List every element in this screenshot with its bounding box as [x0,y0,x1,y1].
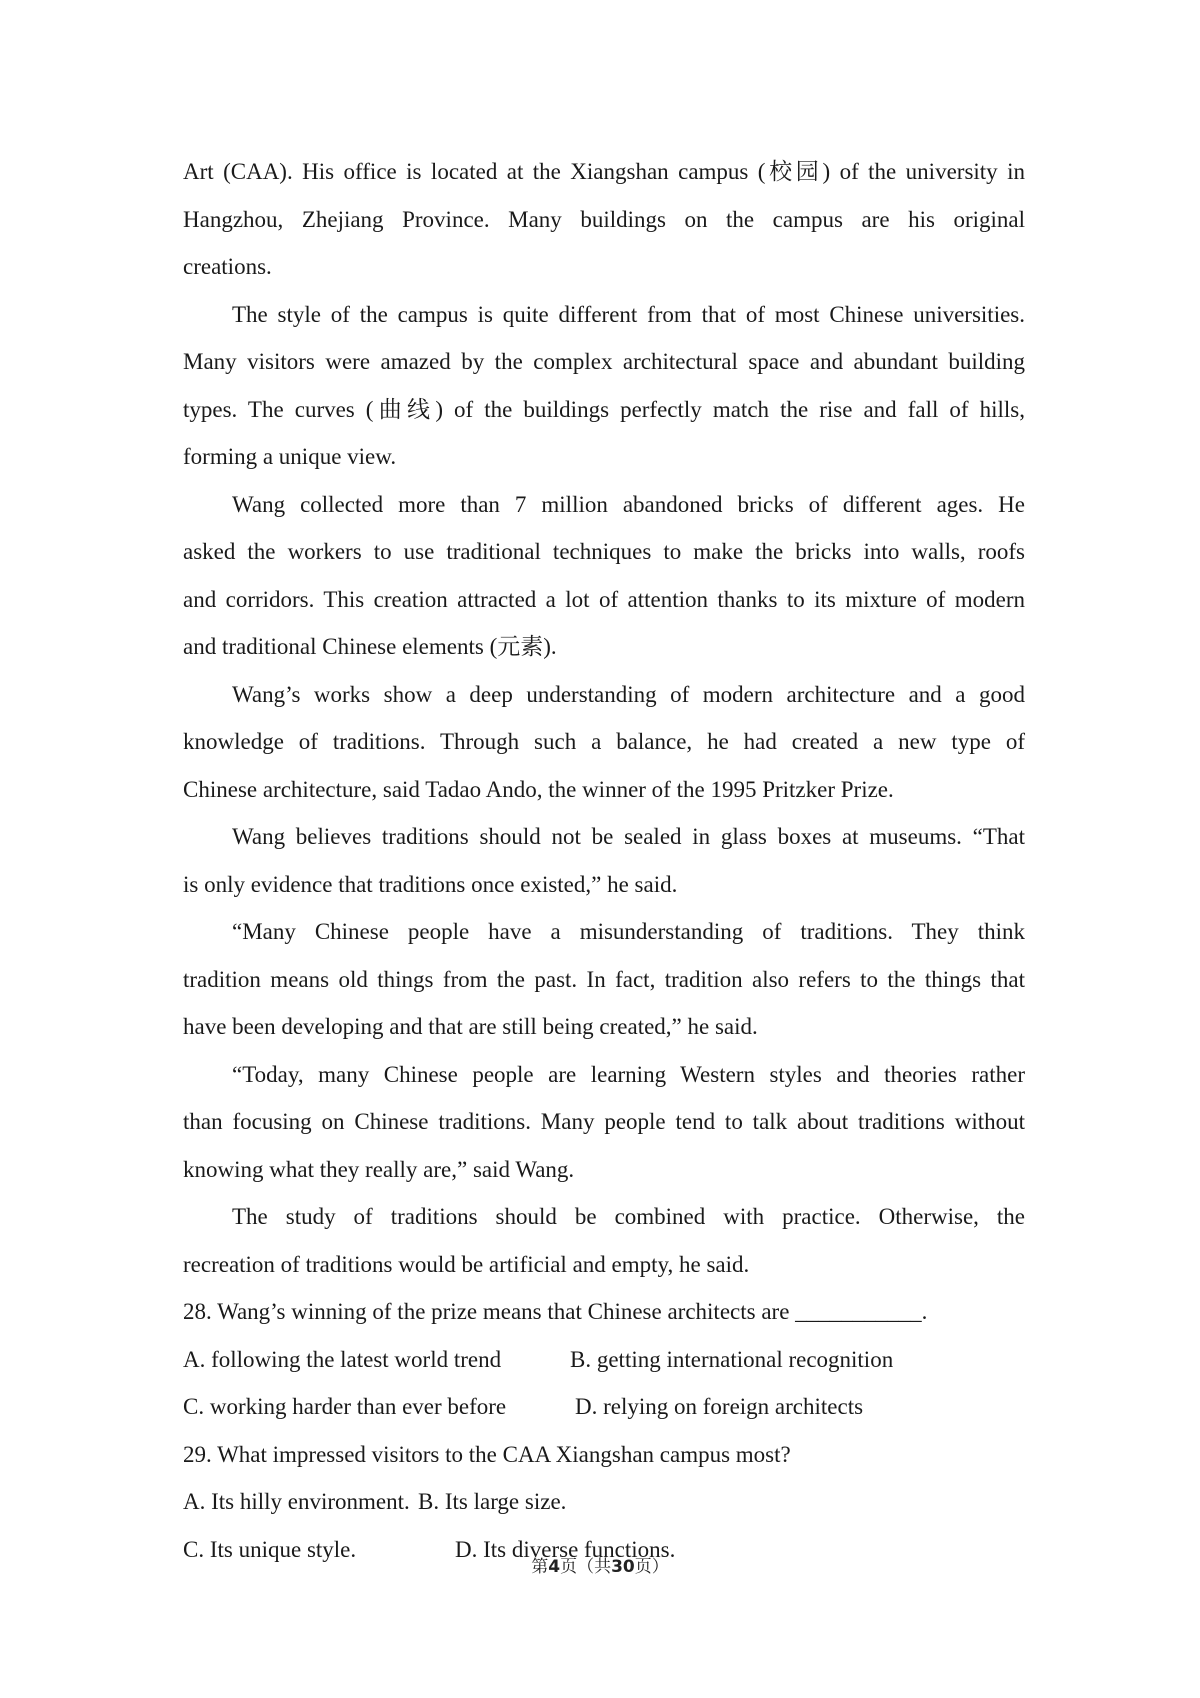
passage-line: and traditional Chinese elements (元素). [183,634,557,659]
footer-middle: 页（共 [560,1557,612,1577]
option-row [183,1478,1025,1526]
passage-line: is only evidence that traditions once existed,” he said. [183,871,678,897]
passage-line: Chinese architecture, said Tadao Ando, the winner of the 1995 Pritzker Prize. [183,776,894,802]
option-row [183,1383,1025,1431]
passage-line: asked the workers to use traditional techniques to make the bricks into walls, roofs [183,539,1025,564]
passage-line: creations. [183,254,272,279]
total-page-number: 30 [611,1557,635,1577]
current-page-number: 4 [548,1557,561,1577]
passage-line: than focusing on Chinese traditions. Many people tend to talk about traditions without [183,1109,1025,1134]
passage-line: “Many Chinese people have a misunderstanding of traditions. They think [232,919,1025,944]
passage-line: tradition means old things from the past. In fact, tradition also refers to the things that [183,966,1025,992]
answer-option: B. getting international recognition [570,1346,894,1372]
question-stem: 28. Wang’s winning of the prize means that Chinese architects are ___________. [183,1299,928,1324]
passage-line: Wang’s works show a deep understanding of modern architecture and a good [232,681,1025,707]
passage-line: Hangzhou, Zhejiang Province. Many buildings on the campus are his original [183,206,1025,232]
passage-line: knowledge of traditions. Through such a balance, he had created a new type of [183,729,1025,754]
question-stem: 29. What impressed visitors to the CAA Xiangshan campus most? [183,1441,791,1467]
answer-option: A. Its hilly environment. [183,1489,410,1514]
passage-line: types. The curves (曲线) of the buildings perfectly match the rise and fall of hills, [183,396,1025,422]
question-section [183,1288,1025,1573]
passage-line: The study of traditions should be combined with practice. Otherwise, the [232,1204,1025,1229]
passage-line: Many visitors were amazed by the complex architectural space and abundant building [183,349,1025,374]
reading-passage [183,148,1025,1288]
footer-prefix: 第 [531,1557,549,1577]
passage-line: knowing what they really are,” said Wang. [183,1156,575,1182]
page-footer [0,1552,1200,1577]
document-page [183,148,1025,1573]
passage-line: Art (CAA). His office is located at the Xiangshan campus (校园) of the university in [183,159,1025,184]
passage-line: Wang believes traditions should not be sealed in glass boxes at museums. “That [232,824,1025,849]
passage-line: and corridors. This creation attracted a lot of attention thanks to its mixture of modern [183,586,1025,612]
answer-option: C. working harder than ever before [183,1394,507,1419]
passage-line: recreation of traditions would be artificial and empty, he said. [183,1251,750,1277]
answer-option: D. Its diverse functions. [455,1536,676,1562]
answer-option: D. relying on foreign architects [575,1394,864,1419]
passage-line: Wang collected more than 7 million abandoned bricks of different ages. He [232,491,1025,517]
passage-line: “Today, many Chinese people are learning Western styles and theories rather [232,1061,1025,1087]
answer-option: C. Its unique style. [183,1536,357,1562]
passage-line: forming a unique view. [183,444,397,469]
passage-line: have been developing and that are still being created,” he said. [183,1014,758,1039]
answer-option: A. following the latest world trend [183,1346,502,1372]
option-row [183,1336,1025,1384]
answer-option: B. Its large size. [418,1489,567,1514]
passage-line: The style of the campus is quite different from that of most Chinese universities. [232,301,1025,327]
footer-suffix: 页） [634,1557,669,1577]
